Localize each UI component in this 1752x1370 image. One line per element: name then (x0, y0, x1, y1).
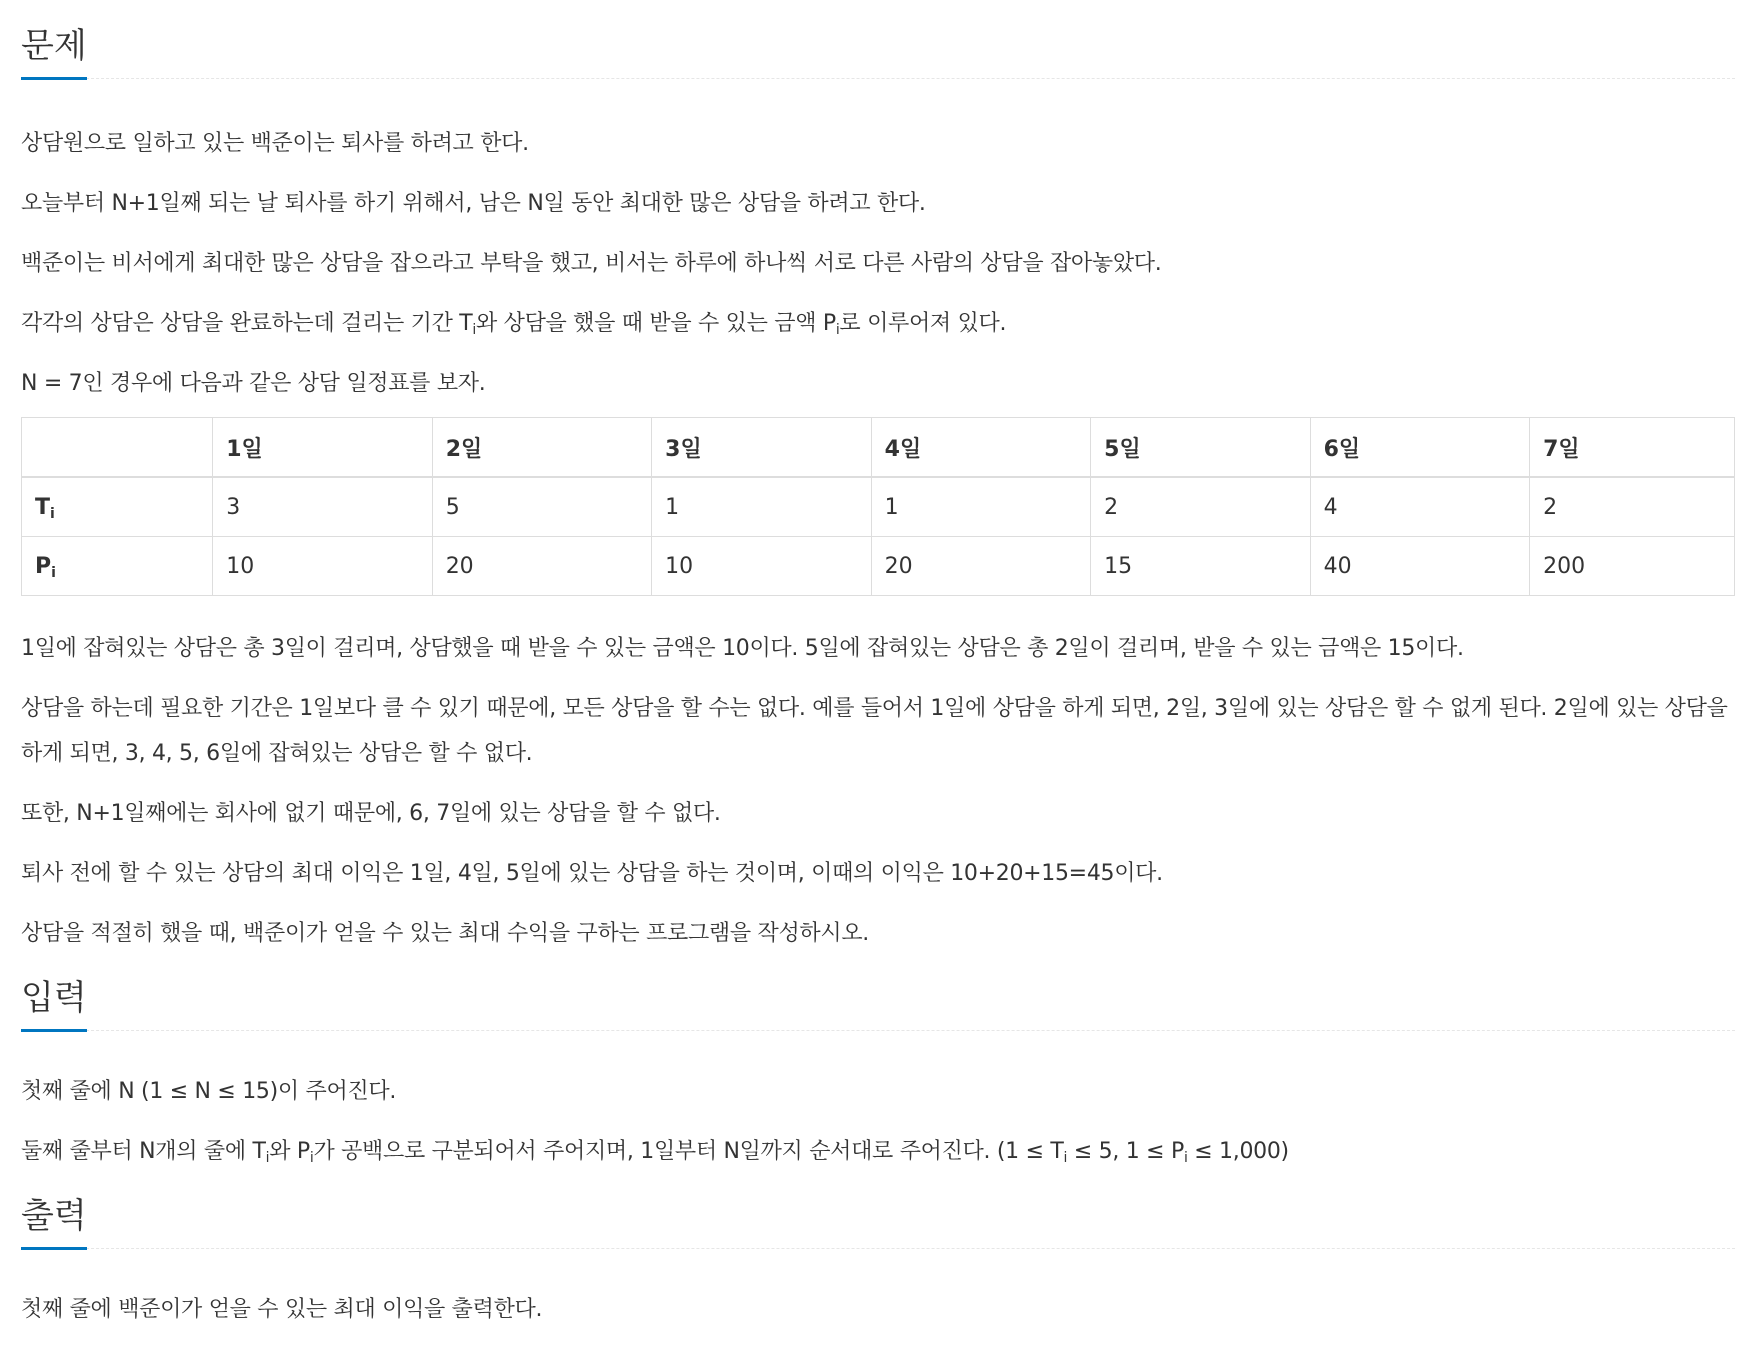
table-header-cell (22, 418, 213, 478)
row-label-t: $T_i$ (22, 477, 213, 537)
output-line-1: 첫째 줄에 백준이가 얻을 수 있는 최대 이익을 출력한다. (21, 1297, 543, 1322)
table-header-cell: 3일 (652, 418, 871, 478)
table-cell: 1 (652, 477, 871, 537)
input-heading: 입력 (21, 981, 87, 1032)
table-cell: 1 (871, 477, 1090, 537)
after-table-paragraph-5: 상담을 적절히 했을 때, 백준이가 얻을 수 있는 최대 수익을 구하는 프로그램을 작성하시오. (21, 921, 869, 946)
input-section-header (21, 956, 1735, 1031)
after-table-paragraph-4: 퇴사 전에 할 수 있는 상담의 최대 이익은 1일, 4일, 5일에 있는 상담을 하는 것이며, 이때의 이익은 10+20+15=45이다. (21, 861, 1163, 886)
table-cell: 10 (652, 537, 871, 596)
table-cell: 2 (1530, 477, 1735, 537)
problem-section-header (21, 0, 1735, 79)
table-cell: 15 (1091, 537, 1310, 596)
table-cell: 40 (1310, 537, 1529, 596)
schedule-header-row (22, 418, 1735, 478)
input-line-2: 둘째 줄부터 N개의 줄에 $T_i$와 $P_i$가 공백으로 구분되어서 주어지며, 1일부터 N일까지 순서대로 주어진다. ($1 \le T_i \le 5$, $1 \le P_i \le 1,000$) (21, 1139, 1289, 1166)
table-cell: 3 (213, 477, 432, 537)
problem-heading: 문제 (21, 29, 87, 80)
table-cell: 4 (1310, 477, 1529, 537)
problem-paragraph-3: 백준이는 비서에게 최대한 많은 상담을 잡으라고 부탁을 했고, 비서는 하루에 하나씩 서로 다른 사람의 상담을 잡아놓았다. (21, 251, 1162, 276)
problem-page (21, 0, 1735, 1347)
table-cell: 5 (432, 477, 651, 537)
output-heading: 출력 (21, 1199, 87, 1250)
problem-paragraph-1: 상담원으로 일하고 있는 백준이는 퇴사를 하려고 한다. (21, 131, 529, 156)
schedule-table (21, 417, 1735, 596)
table-cell: 2 (1091, 477, 1310, 537)
row-label-p: $P_i$ (22, 537, 213, 596)
table-header-cell: 4일 (871, 418, 1090, 478)
table-header-cell: 6일 (1310, 418, 1529, 478)
table-cell: 20 (432, 537, 651, 596)
problem-paragraph-2: 오늘부터 N+1일째 되는 날 퇴사를 하기 위해서, 남은 N일 동안 최대한 많은 상담을 하려고 한다. (21, 191, 926, 216)
problem-paragraph-4: 각각의 상담은 상담을 완료하는데 걸리는 기간 $T_i$와 상담을 했을 때 받을 수 있는 금액 $P_i$로 이루어져 있다. (21, 311, 1007, 338)
output-section-header (21, 1174, 1735, 1249)
input-line-1: 첫째 줄에 N (1 ≤ N ≤ 15)이 주어진다. (21, 1079, 397, 1104)
table-row (22, 537, 1735, 596)
table-header-cell: 7일 (1530, 418, 1735, 478)
output-description (21, 1287, 1735, 1332)
after-table-paragraph-3: 또한, N+1일째에는 회사에 없기 때문에, 6, 7일에 있는 상담을 할 수 없다. (21, 801, 721, 826)
table-cell: 10 (213, 537, 432, 596)
table-row (22, 477, 1735, 537)
table-cell: 200 (1530, 537, 1735, 596)
table-header-cell: 1일 (213, 418, 432, 478)
table-header-cell: 5일 (1091, 418, 1310, 478)
after-table-paragraph-1: 1일에 잡혀있는 상담은 총 3일이 걸리며, 상담했을 때 받을 수 있는 금액은 10이다. 5일에 잡혀있는 상담은 총 2일이 걸리며, 받을 수 있는 금액은 15이다. (21, 636, 1464, 661)
problem-description (21, 121, 1735, 956)
input-description (21, 1069, 1735, 1174)
table-header-cell: 2일 (432, 418, 651, 478)
table-cell: 20 (871, 537, 1090, 596)
problem-paragraph-5: N = 7인 경우에 다음과 같은 상담 일정표를 보자. (21, 371, 486, 396)
after-table-paragraph-2: 상담을 하는데 필요한 기간은 1일보다 클 수 있기 때문에, 모든 상담을 할 수는 없다. 예를 들어서 1일에 상담을 하게 되면, 2일, 3일에 있는 상담은 할 수 없게 된다. 2일에 있는 상담을 하게 되면, 3, 4, 5, 6일에 잡혀있는 상담은 할 수 없다. (21, 696, 1728, 766)
